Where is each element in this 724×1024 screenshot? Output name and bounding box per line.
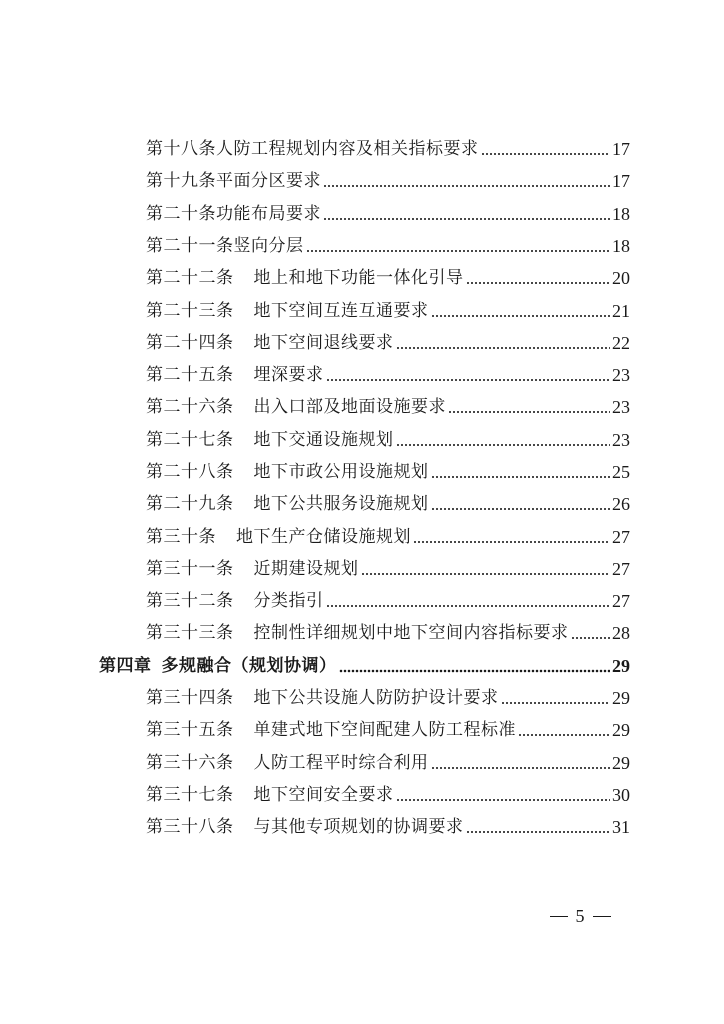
toc-entry[interactable] [146, 160, 630, 192]
dot-leader [501, 701, 611, 705]
toc-article-text: 近期建设规划 [253, 559, 359, 579]
toc-article-number: 第三十条 [146, 527, 216, 547]
toc-entry[interactable] [146, 419, 630, 451]
toc-article-text: 与其他专项规划的协调要求 [253, 817, 464, 837]
dot-leader [431, 507, 611, 511]
toc-article-text: 多规融合（规划协调） [161, 656, 337, 676]
toc-article-number: 第二十七条 [146, 430, 234, 450]
toc-article-number: 第二十五条 [146, 365, 234, 385]
toc-entry-title [99, 655, 337, 677]
dot-leader [431, 766, 611, 770]
toc-entry[interactable] [146, 354, 630, 386]
toc-entry[interactable] [146, 483, 630, 515]
toc-article-number: 第二十三条 [146, 301, 234, 321]
toc-entry[interactable] [146, 386, 630, 418]
toc-article-number: 第二十二条 [146, 268, 234, 288]
toc-article-text: 地下空间安全要求 [253, 785, 394, 805]
toc-article-number: 第三十三条 [146, 623, 234, 643]
toc-entry-title [146, 590, 324, 612]
toc-page-number: 27 [612, 527, 630, 547]
toc-article-text: 地下公共服务设施规划 [253, 494, 429, 514]
toc-entry-title [146, 752, 429, 774]
footer-dash-left [550, 916, 568, 917]
toc-page-number: 27 [612, 559, 630, 579]
toc-entry-title [146, 203, 321, 225]
dot-leader [396, 798, 611, 802]
toc-page-number: 28 [612, 623, 630, 643]
dot-leader [323, 184, 610, 188]
dot-leader [339, 669, 611, 673]
dot-leader [571, 636, 611, 640]
toc-page-number: 23 [612, 430, 630, 450]
toc-entry[interactable] [146, 322, 630, 354]
toc-page-number: 30 [612, 785, 630, 805]
toc-entry-title [146, 461, 429, 483]
dot-leader [306, 249, 611, 253]
toc-entry[interactable] [146, 257, 630, 289]
toc-page-number: 20 [612, 268, 630, 288]
toc-article-text: 单建式地下空间配建人防工程标准 [253, 720, 516, 740]
dot-leader [413, 540, 610, 544]
toc-article-number: 第十九条 [146, 171, 216, 191]
toc-entry[interactable] [146, 290, 630, 322]
toc-article-number: 第二十八条 [146, 462, 234, 482]
toc-entry-title [146, 622, 569, 644]
toc-entry-title [146, 493, 429, 515]
toc-article-number: 第三十五条 [146, 720, 234, 740]
toc-page-number: 29 [612, 688, 630, 708]
toc-article-number: 第二十一条 [146, 236, 234, 256]
toc-article-number: 第二十六条 [146, 397, 234, 417]
toc-page-number: 23 [612, 397, 630, 417]
toc-entry[interactable] [146, 128, 630, 160]
toc-page-number: 29 [612, 720, 630, 740]
toc-article-text: 地上和地下功能一体化引导 [253, 268, 464, 288]
toc-article-text: 埋深要求 [253, 365, 324, 385]
toc-article-text: 平面分区要求 [216, 171, 321, 191]
toc-article-text: 地下市政公用设施规划 [253, 462, 429, 482]
toc-article-number: 第四章 [99, 656, 152, 676]
dot-leader [326, 604, 611, 608]
toc-page-number: 18 [612, 204, 630, 224]
toc-article-text: 地下空间退线要求 [253, 333, 394, 353]
toc-page-number: 27 [612, 591, 630, 611]
toc-entry-title [146, 396, 446, 418]
toc-article-text: 地下公共设施人防防护设计要求 [253, 688, 499, 708]
toc-entry[interactable] [146, 516, 630, 548]
toc-entry-title [146, 138, 479, 160]
toc-entry-title [146, 526, 411, 548]
toc-entry[interactable] [146, 225, 630, 257]
toc-article-text: 地下交通设施规划 [253, 430, 394, 450]
footer-dash-right [593, 916, 611, 917]
dot-leader [518, 733, 610, 737]
toc-article-text: 地下生产仓储设施规划 [236, 527, 411, 547]
toc-page-number: 29 [612, 753, 630, 773]
dot-leader [396, 443, 611, 447]
toc-article-text: 功能布局要求 [216, 204, 321, 224]
toc-page-number: 21 [612, 301, 630, 321]
toc-entry[interactable] [146, 580, 630, 612]
toc-article-text: 出入口部及地面设施要求 [253, 397, 446, 417]
toc-page-number: 23 [612, 365, 630, 385]
toc-page-number: 22 [612, 333, 630, 353]
dot-leader [448, 410, 610, 414]
toc-entry-title [146, 558, 359, 580]
toc-article-number: 第三十四条 [146, 688, 234, 708]
toc-article-text: 人防工程规划内容及相关指标要求 [216, 139, 479, 159]
toc-page-number: 26 [612, 494, 630, 514]
toc-entry[interactable] [146, 709, 630, 741]
toc-page-number: 29 [612, 656, 630, 676]
toc-article-number: 第二十四条 [146, 333, 234, 353]
toc-article-number: 第三十二条 [146, 591, 234, 611]
dot-leader [431, 475, 611, 479]
toc-entry[interactable] [146, 548, 630, 580]
toc-page-number: 17 [612, 171, 630, 191]
dot-leader [431, 314, 611, 318]
toc-article-number: 第二十条 [146, 204, 216, 224]
toc-entry[interactable] [146, 806, 630, 838]
toc-article-text: 地下空间互连互通要求 [253, 301, 429, 321]
toc-entry-title [146, 816, 464, 838]
toc-article-number: 第三十八条 [146, 817, 234, 837]
toc-entry-title [146, 235, 304, 257]
toc-article-text: 人防工程平时综合利用 [253, 753, 429, 773]
toc-entry-title [146, 784, 394, 806]
toc-article-number: 第二十九条 [146, 494, 234, 514]
toc-article-number: 第三十六条 [146, 753, 234, 773]
toc-entry[interactable] [146, 742, 630, 774]
toc-chapter-entry[interactable] [99, 645, 630, 677]
toc-entry[interactable] [146, 612, 630, 644]
toc-entry-title [146, 687, 499, 709]
toc-entry[interactable] [146, 451, 630, 483]
toc-entry[interactable] [146, 774, 630, 806]
dot-leader [396, 346, 611, 350]
page-footer [540, 906, 620, 927]
toc-article-text: 分类指引 [253, 591, 324, 611]
toc-entry-title [146, 429, 394, 451]
toc-entry-title [146, 170, 321, 192]
toc-page-number: 18 [612, 236, 630, 256]
toc-page-number: 25 [612, 462, 630, 482]
dot-leader [361, 572, 611, 576]
dot-leader [326, 378, 611, 382]
dot-leader [481, 152, 611, 156]
toc-entry-title [146, 267, 464, 289]
toc-article-number: 第三十一条 [146, 559, 234, 579]
toc-entry[interactable] [146, 193, 630, 225]
page-number: 5 [575, 906, 585, 926]
dot-leader [323, 217, 610, 221]
toc-article-number: 第三十七条 [146, 785, 234, 805]
toc-entry-title [146, 332, 394, 354]
toc-entry-title [146, 364, 324, 386]
dot-leader [466, 281, 611, 285]
toc-page-number: 17 [612, 139, 630, 159]
toc-entry-title [146, 719, 516, 741]
toc-entry[interactable] [146, 677, 630, 709]
toc-entry-title [146, 300, 429, 322]
toc-article-text: 控制性详细规划中地下空间内容指标要求 [253, 623, 569, 643]
toc-page-number: 31 [612, 817, 630, 837]
toc-article-text: 竖向分层 [233, 236, 304, 256]
dot-leader [466, 830, 611, 834]
toc-article-number: 第十八条 [146, 139, 216, 159]
